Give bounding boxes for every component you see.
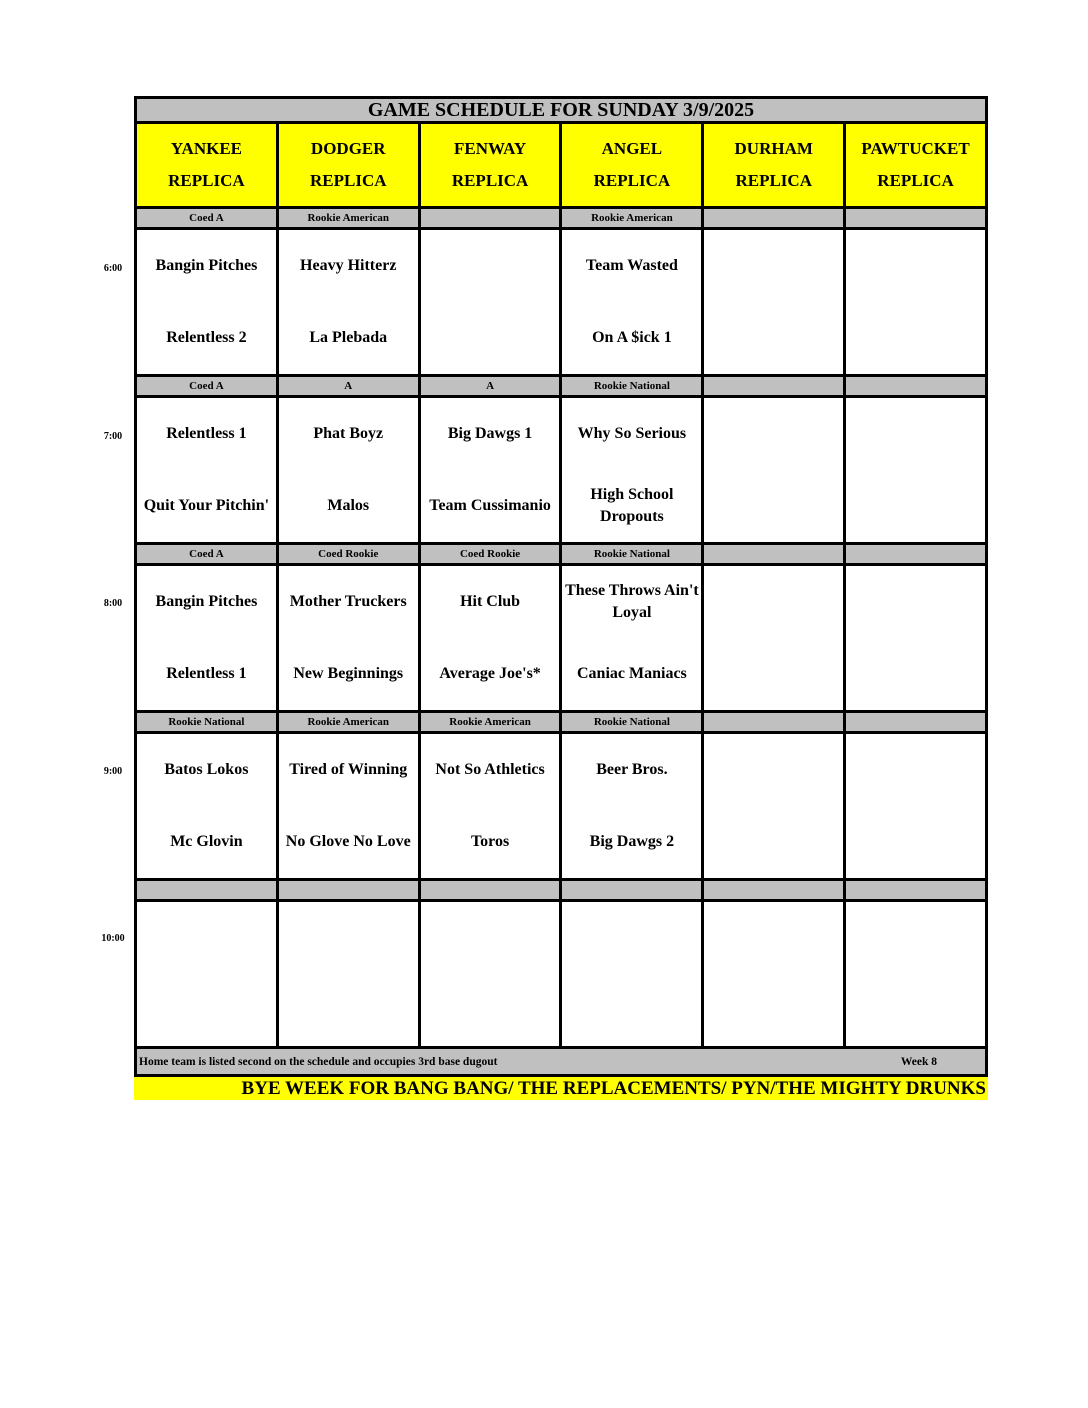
home-team: Relentless 1: [166, 665, 247, 682]
game-row: [134, 734, 988, 881]
game-cell: [276, 731, 421, 881]
game-cell: [276, 395, 421, 545]
away-team: [421, 908, 560, 968]
home-team: La Plebada: [309, 329, 388, 346]
division-label: Rookie American: [276, 206, 421, 230]
away-team: [279, 908, 418, 968]
away-team: Big Dawgs 1: [447, 425, 533, 442]
game-row: [134, 902, 988, 1049]
away-team: [704, 740, 843, 800]
game-cell: [701, 227, 846, 377]
time-label: 6:00: [103, 263, 123, 274]
division-label: Coed A: [134, 374, 279, 398]
division-label: A: [276, 374, 421, 398]
home-team: New Beginnings: [293, 665, 404, 682]
away-team: [704, 572, 843, 632]
game-cell: [843, 395, 988, 545]
division-label: Rookie American: [276, 710, 421, 734]
field-header-row: [134, 124, 988, 209]
division-label: Rookie National: [559, 710, 704, 734]
away-team: Batos Lokos: [164, 761, 249, 778]
division-label: Rookie National: [559, 542, 704, 566]
away-team: Why So Serious: [577, 425, 687, 442]
game-row: [134, 230, 988, 377]
home-team: [704, 980, 843, 1040]
field-header-angel: [559, 121, 704, 209]
away-team: These Throws Ain't Loyal: [565, 582, 699, 621]
game-cell: [559, 227, 704, 377]
time-label: 7:00: [103, 430, 123, 442]
away-team: [562, 908, 701, 968]
away-team: Heavy Hitterz: [300, 257, 397, 274]
home-team: Relentless 2: [166, 329, 247, 346]
game-cell: [701, 563, 846, 713]
field-header-yankee: [134, 121, 279, 209]
home-team: [846, 644, 985, 704]
away-team: Not So Athletics: [435, 761, 545, 778]
away-team: Hit Club: [460, 593, 521, 610]
division-label: Rookie American: [559, 206, 704, 230]
field-subtitle: REPLICA: [593, 171, 671, 190]
footer-bar: [134, 1046, 988, 1077]
home-team: [421, 308, 560, 368]
field-header-fenway: [418, 121, 563, 209]
game-cell: [559, 731, 704, 881]
week-label: Week 8: [900, 1056, 937, 1068]
home-team: Mc Glovin: [170, 833, 243, 850]
field-subtitle: REPLICA: [877, 171, 954, 190]
home-team: [704, 644, 843, 704]
home-team: [562, 980, 701, 1040]
game-cell: [843, 731, 988, 881]
away-team: [704, 908, 843, 968]
game-cell: [276, 899, 421, 1049]
game-cell: [559, 395, 704, 545]
game-cell: [134, 563, 279, 713]
game-cell: [701, 731, 846, 881]
game-cell: [559, 899, 704, 1049]
home-team: Average Joe's*: [439, 665, 541, 682]
home-team: No Glove No Love: [285, 833, 411, 850]
game-cell: [276, 227, 421, 377]
home-team: [846, 476, 985, 536]
home-team: High School Dropouts: [590, 486, 674, 525]
away-team: Phat Boyz: [313, 425, 384, 442]
field-name: PAWTUCKET: [861, 139, 970, 158]
field-name: ANGEL: [601, 139, 663, 158]
game-cell: [276, 563, 421, 713]
away-team: Bangin Pitches: [155, 257, 258, 274]
home-team: [846, 980, 985, 1040]
home-team-note: Home team is listed second on the schedule and occupies 3rd base dugout: [139, 1056, 498, 1068]
field-name: DODGER: [310, 139, 386, 158]
game-cell: [843, 899, 988, 1049]
game-row: [134, 398, 988, 545]
time-label: 9:00: [103, 765, 123, 777]
away-team: Relentless 1: [166, 425, 247, 442]
bye-week-banner: BYE WEEK FOR BANG BANG/ THE REPLACEMENTS/ PYN/THE MIGHTY DRUNKS: [134, 1077, 988, 1100]
division-label: Coed A: [134, 206, 279, 230]
time-label: 10:00: [101, 933, 125, 944]
game-cell: [134, 395, 279, 545]
division-label: Rookie American: [418, 710, 563, 734]
home-team: [704, 476, 843, 536]
home-team: [846, 308, 985, 368]
away-team: Mother Truckers: [289, 593, 407, 610]
field-header-pawtucket: [843, 121, 988, 209]
division-label: Rookie National: [134, 710, 279, 734]
away-team: Tired of Winning: [289, 761, 408, 778]
home-team: Big Dawgs 2: [589, 833, 675, 850]
game-cell: [134, 227, 279, 377]
home-team: [137, 980, 276, 1040]
game-cell: [559, 563, 704, 713]
away-team: [846, 908, 985, 968]
field-subtitle: REPLICA: [451, 171, 529, 190]
field-name: FENWAY: [454, 139, 527, 158]
game-cell: [418, 395, 563, 545]
schedule-sheet: [134, 96, 988, 1100]
field-header-dodger: [276, 121, 421, 209]
home-team: [279, 980, 418, 1040]
home-team: [421, 980, 560, 1040]
home-team: [846, 812, 985, 872]
game-cell: [418, 563, 563, 713]
division-label: Coed Rookie: [418, 542, 563, 566]
division-label: A: [418, 374, 563, 398]
away-team: [421, 236, 560, 296]
away-team: Bangin Pitches: [155, 593, 258, 610]
away-team: Beer Bros.: [596, 761, 668, 778]
slots-container: [134, 209, 988, 1049]
home-team: Quit Your Pitchin': [143, 497, 270, 514]
time-label: 8:00: [103, 598, 123, 609]
away-team: [846, 236, 985, 296]
away-team: [704, 236, 843, 296]
away-team: [846, 404, 985, 464]
game-cell: [418, 899, 563, 1049]
game-cell: [418, 227, 563, 377]
field-name: DURHAM: [734, 139, 813, 158]
field-name: YANKEE: [170, 139, 242, 158]
game-cell: [701, 899, 846, 1049]
division-label: Rookie National: [559, 374, 704, 398]
game-row: [134, 566, 988, 713]
away-team: Team Wasted: [585, 257, 678, 274]
home-team: Caniac Maniacs: [577, 665, 687, 682]
home-team: Toros: [470, 833, 510, 850]
field-subtitle: REPLICA: [735, 171, 812, 190]
away-team: [704, 404, 843, 464]
game-cell: [134, 899, 279, 1049]
field-header-durham: [701, 121, 846, 209]
field-subtitle: REPLICA: [309, 171, 387, 190]
home-team: Malos: [327, 497, 370, 514]
game-cell: [843, 563, 988, 713]
home-team: Team Cussimanio: [429, 497, 551, 514]
game-cell: [418, 731, 563, 881]
away-team: [846, 740, 985, 800]
home-team: [704, 812, 843, 872]
division-label: Coed A: [134, 542, 279, 566]
field-subtitle: REPLICA: [168, 171, 245, 190]
game-cell: [701, 395, 846, 545]
home-team: On A $ick 1: [592, 329, 672, 346]
schedule-title: GAME SCHEDULE FOR SUNDAY 3/9/2025: [134, 96, 988, 124]
away-team: [137, 908, 276, 968]
division-label: Coed Rookie: [276, 542, 421, 566]
game-cell: [843, 227, 988, 377]
home-team: [704, 308, 843, 368]
away-team: [846, 572, 985, 632]
game-cell: [134, 731, 279, 881]
